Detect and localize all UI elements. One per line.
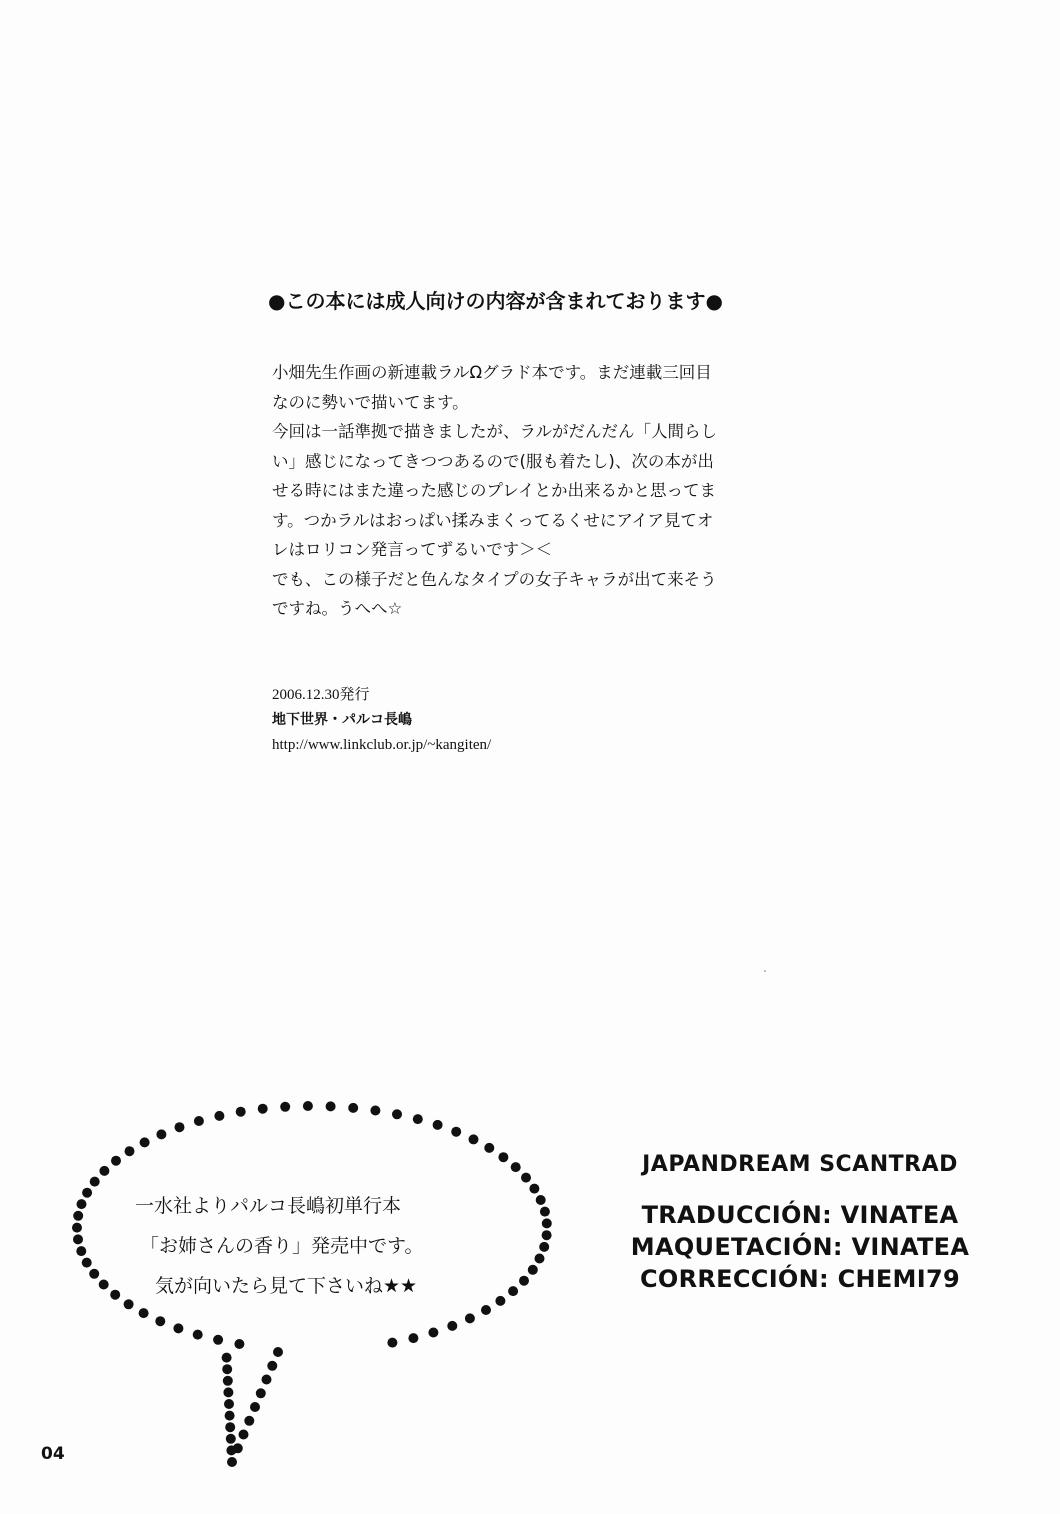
bubble-dot (539, 1242, 549, 1252)
bubble-dot (73, 1234, 83, 1244)
notes-line: い」感じになってきつつあるので(服も着たし)、次の本が出 (272, 451, 714, 471)
notes-line: なのに勢いで描いてます。 (272, 392, 469, 412)
notes-line: ですね。うへへ☆ (272, 599, 403, 618)
scanlation-credits (600, 1152, 1000, 1295)
bubble-dot (433, 1120, 443, 1130)
bubble-dot (258, 1104, 268, 1114)
bubble-dot (536, 1195, 546, 1205)
credit-proofreading: CORRECCIÓN: CHEMI79 (640, 1265, 960, 1293)
bubble-dot (223, 1376, 233, 1386)
bubble-dot (542, 1230, 552, 1240)
bubble-dot (413, 1114, 423, 1124)
bubble-dot (73, 1211, 83, 1221)
bubble-dot (239, 1430, 249, 1440)
notes-line: レはロリコン発言ってずるいです＞＜ (272, 540, 553, 559)
bubble-dot (111, 1156, 121, 1166)
bubble-dot (82, 1258, 92, 1268)
bubble-text (135, 1186, 515, 1306)
bubble-dot (140, 1137, 150, 1147)
notes-line: す。つかラルはおっぱい揉みまくってるくせにアイア見てオ (272, 510, 714, 530)
bubble-dot (77, 1199, 87, 1209)
bubble-dot (250, 1402, 260, 1412)
bubble-dot (465, 1313, 475, 1323)
bubble-dot (213, 1335, 223, 1345)
bubble-dot (262, 1375, 272, 1385)
notes-line: 今回は一話準拠で描きましたが、ラルがだんだん「人間らし (272, 422, 718, 441)
bubble-line: 一水社よりパルコ長嶋初単行本 (135, 1195, 402, 1217)
scanlation-group: JAPANDREAM SCANTRAD (642, 1152, 958, 1177)
bubble-dot (125, 1146, 135, 1156)
credit-translation: TRADUCCIÓN: VINATEA (641, 1201, 959, 1229)
bubble-dot (99, 1280, 109, 1290)
bubble-dot (273, 1347, 283, 1357)
bubble-dot (223, 1387, 233, 1397)
bubble-dot (540, 1207, 550, 1217)
bubble-dot (326, 1101, 336, 1111)
bubble-dot (498, 1152, 508, 1162)
bubble-dot (428, 1328, 438, 1338)
bubble-dot (99, 1166, 109, 1176)
bubble-dot (484, 1143, 494, 1153)
bubble-dot (225, 1411, 235, 1421)
publish-date: 2006.12.30発行 (272, 687, 370, 703)
bubble-dot (469, 1134, 479, 1144)
bubble-dot (256, 1388, 266, 1398)
bubble-dot (227, 1457, 237, 1467)
bubble-dot (82, 1188, 92, 1198)
bubble-dot (222, 1364, 232, 1374)
bubble-dot (139, 1308, 149, 1318)
bubble-dot (451, 1127, 461, 1137)
paper-speck (764, 970, 766, 972)
bubble-dot (408, 1333, 418, 1343)
bubble-dot (447, 1321, 457, 1331)
bubble-dot (222, 1353, 232, 1363)
bubble-dot (234, 1339, 244, 1349)
bubble-dot (348, 1103, 358, 1113)
bubble-dot (519, 1276, 529, 1286)
circle-name: 地下世界・パルコ長嶋 (272, 712, 412, 728)
bubble-dot (529, 1184, 539, 1194)
bubble-dot (511, 1162, 521, 1172)
notes-line: でも、この様子だと色んなタイプの女子キャラが出て来そう (272, 569, 717, 589)
bubble-dot (193, 1330, 203, 1340)
bubble-dot (370, 1106, 380, 1116)
bubble-dot (303, 1101, 313, 1111)
adult-content-warning: ●この本には成人向けの内容が含まれております● (268, 289, 723, 313)
bubble-dot (90, 1177, 100, 1187)
bubble-dot (156, 1129, 166, 1139)
bubble-dot (280, 1102, 290, 1112)
notes-line: せる時にはまた違った感じのプレイとか出来るかと思ってま (272, 481, 717, 500)
bubble-dot (155, 1316, 165, 1326)
bubble-dot (72, 1223, 82, 1233)
bubble-dot (267, 1361, 277, 1371)
bubble-dot (214, 1111, 224, 1121)
bubble-dot (173, 1323, 183, 1333)
bubble-dot (175, 1122, 185, 1132)
bubble-dot (387, 1338, 397, 1348)
bubble-dot (521, 1173, 531, 1183)
credit-layout: MAQUETACIÓN: VINATEA (630, 1233, 970, 1261)
bubble-dot (224, 1399, 234, 1409)
bubble-dot (110, 1290, 120, 1300)
bubble-dot (226, 1434, 236, 1444)
bubble-dot (194, 1116, 204, 1126)
bubble-dot (124, 1299, 134, 1309)
bubble-dot (233, 1443, 243, 1453)
bubble-dot (528, 1265, 538, 1275)
bubble-dot (225, 1422, 235, 1432)
bubble-dot (481, 1305, 491, 1315)
bubble-line: 「お姉さんの香り」発売中です。 (140, 1235, 424, 1257)
bubble-dot (76, 1246, 86, 1256)
bubble-dot (244, 1416, 254, 1426)
bubble-dot (542, 1218, 552, 1228)
bubble-line: 気が向いたら見て下さいね★★ (155, 1275, 418, 1297)
page-number: 04 (41, 1444, 65, 1464)
bubble-dot (89, 1269, 99, 1279)
bubble-dot (535, 1254, 545, 1264)
notes-line: 小畑先生作画の新連載ラルΩグラド本です。まだ連載三回目 (272, 363, 712, 382)
bubble-dot (236, 1107, 246, 1117)
website-url: http://www.linkclub.or.jp/~kangiten/ (272, 737, 492, 753)
bubble-dot (392, 1109, 402, 1119)
